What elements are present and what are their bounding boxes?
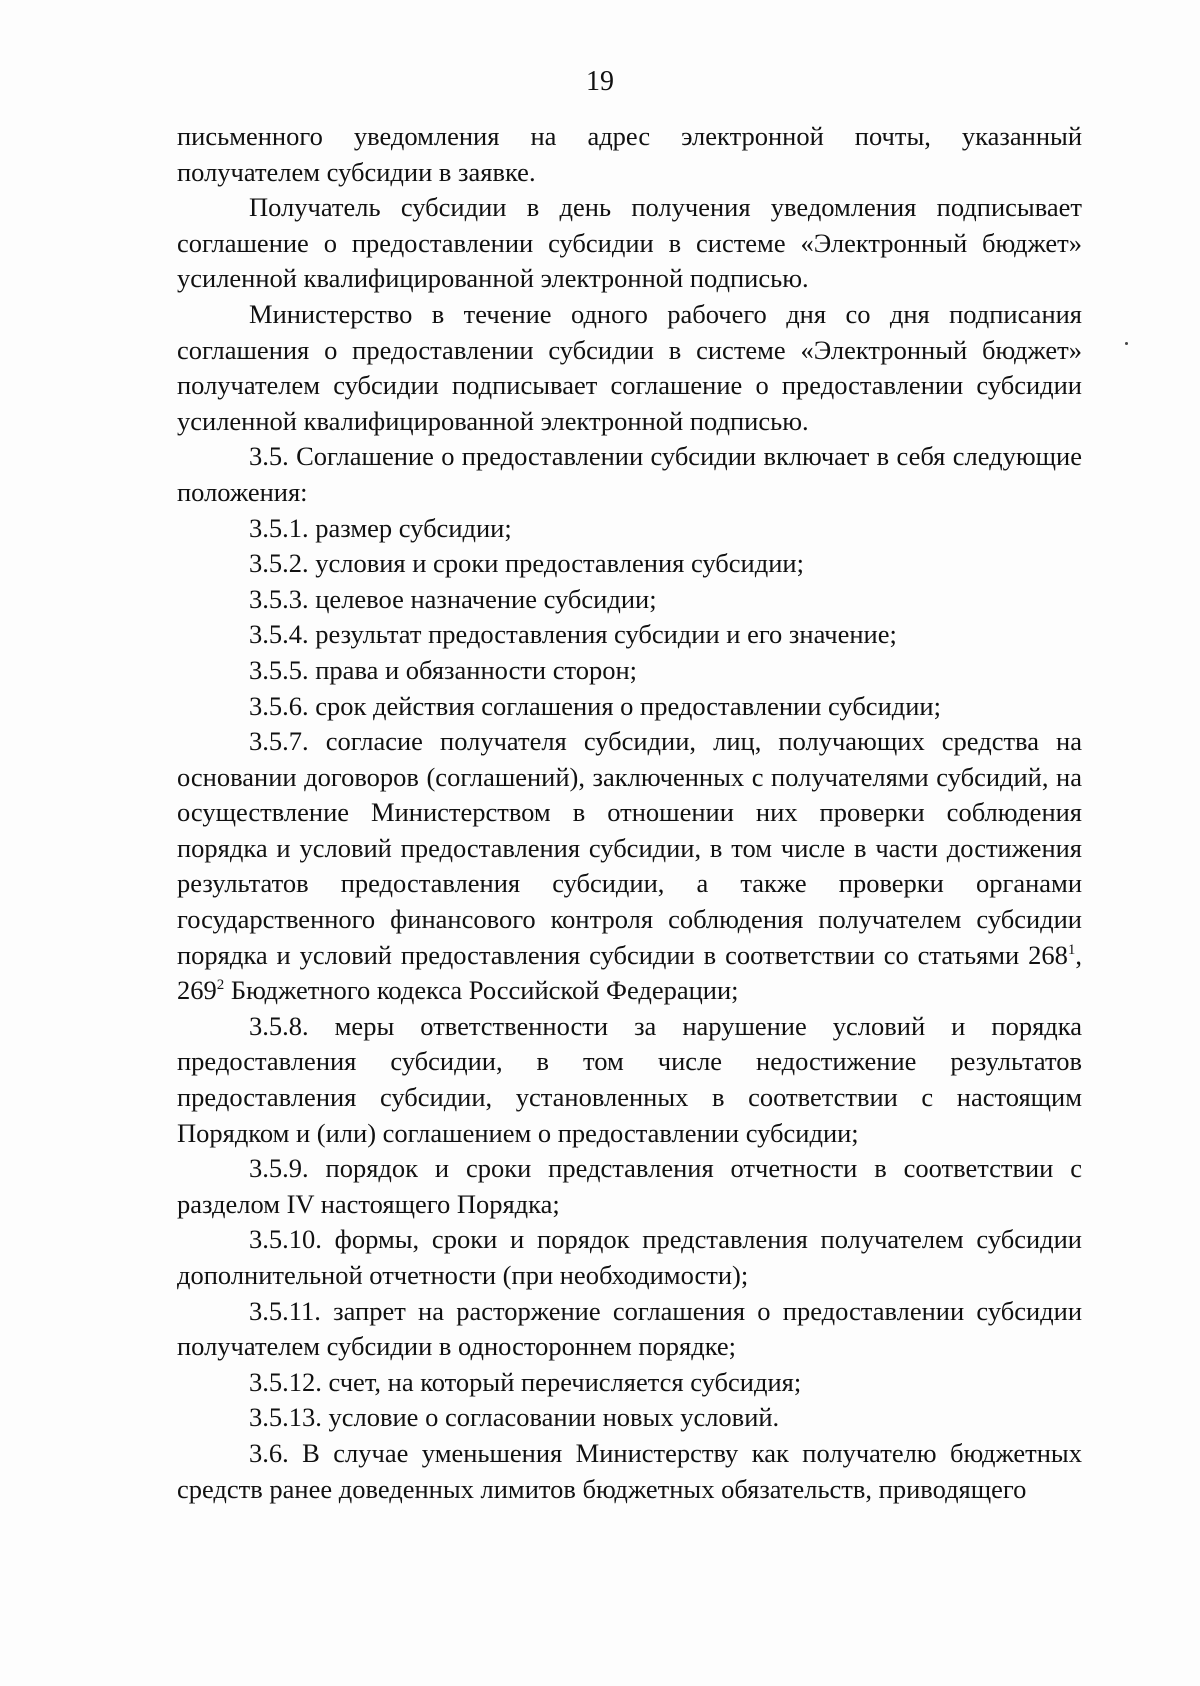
paragraph-3-5-6: 3.5.6. срок действия соглашения о предоставлении субсидии; <box>249 690 941 721</box>
document-body <box>177 119 1082 1507</box>
paragraph-3-5-2: 3.5.2. условия и сроки предоставления субсидии; <box>249 548 804 579</box>
paragraph-notification-continuation: письменного уведомления на адрес электронной почты, указанный получателем субсидии в заявке. <box>177 121 1082 187</box>
paragraph-3-5-7-article: , 269 <box>177 939 1082 1006</box>
paragraph-3-6: 3.6. В случае уменьшения Министерству как получателю бюджетных средств ранее доведенных лимитов бюджетных обязательств, приводящего <box>177 1437 1082 1504</box>
superscript-2: 2 <box>216 977 225 994</box>
paragraph-3-5-4: 3.5.4. результат предоставления субсидии и его значение; <box>249 619 897 650</box>
scan-speck <box>1125 342 1128 345</box>
paragraph-3-5-7 <box>177 724 1082 1009</box>
paragraph-3-5-9: 3.5.9. порядок и сроки представления отчетности в соответствии с разделом IV настоящего Порядка; <box>177 1153 1082 1219</box>
superscript-1: 1 <box>1067 941 1076 958</box>
paragraph-3-5-7-text: 3.5.7. согласие получателя субсидии, лиц, получающих средства на основании договоров (соглашений), заключенных с получателями субсидий, на осуществление Министерством в отношении них проверки соблюдения порядка и условий предоставления субсидии, в том числе в части достижения результатов предоставления субсидии, а также проверки органами государственного финансового контроля соблюдения получателем субсидии порядка и условий предоставления субсидии в соответствии со статьями 268 <box>177 726 1082 970</box>
paragraph-3-5-12: 3.5.12. счет, на который перечисляется субсидия; <box>249 1366 802 1397</box>
paragraph-3-5-10: 3.5.10. формы, сроки и порядок представления получателем субсидии дополнительной отчетности (при необходимости); <box>177 1224 1082 1290</box>
paragraph-3-5-5: 3.5.5. права и обязанности сторон; <box>249 654 638 685</box>
paragraph-3-5: 3.5. Соглашение о предоставлении субсидии включает в себя следующие положения: <box>177 441 1082 507</box>
page-number: 19 <box>586 66 614 97</box>
paragraph-3-5-1: 3.5.1. размер субсидии; <box>249 512 512 543</box>
paragraph-3-5-7-end: Бюджетного кодекса Российской Федерации; <box>224 975 739 1006</box>
paragraph-recipient-signs: Получатель субсидии в день получения уведомления подписывает соглашение о предоставлении субсидии в системе «Электронный бюджет» усиленной квалифицированной электронной подписью. <box>177 192 1082 294</box>
paragraph-ministry-signs: Министерство в течение одного рабочего дня со дня подписания соглашения о предоставлении субсидии в системе «Электронный бюджет» получателем субсидии подписывает соглашение о предоставлении субсидии усиленной квалифицированной электронной подписью. <box>177 298 1082 436</box>
paragraph-3-5-8: 3.5.8. меры ответственности за нарушение условий и порядка предоставления субсидии, в том числе недостижение результатов предоставления субсидии, установленных в соответствии с настоящим Порядком и (или) соглашением о предоставлении субсидии; <box>177 1010 1082 1148</box>
paragraph-3-5-13: 3.5.13. условие о согласовании новых условий. <box>249 1402 780 1433</box>
paragraph-3-5-11: 3.5.11. запрет на расторжение соглашения о предоставлении субсидии получателем субсидии в одностороннем порядке; <box>177 1295 1082 1362</box>
paragraph-3-5-3: 3.5.3. целевое назначение субсидии; <box>249 583 657 614</box>
